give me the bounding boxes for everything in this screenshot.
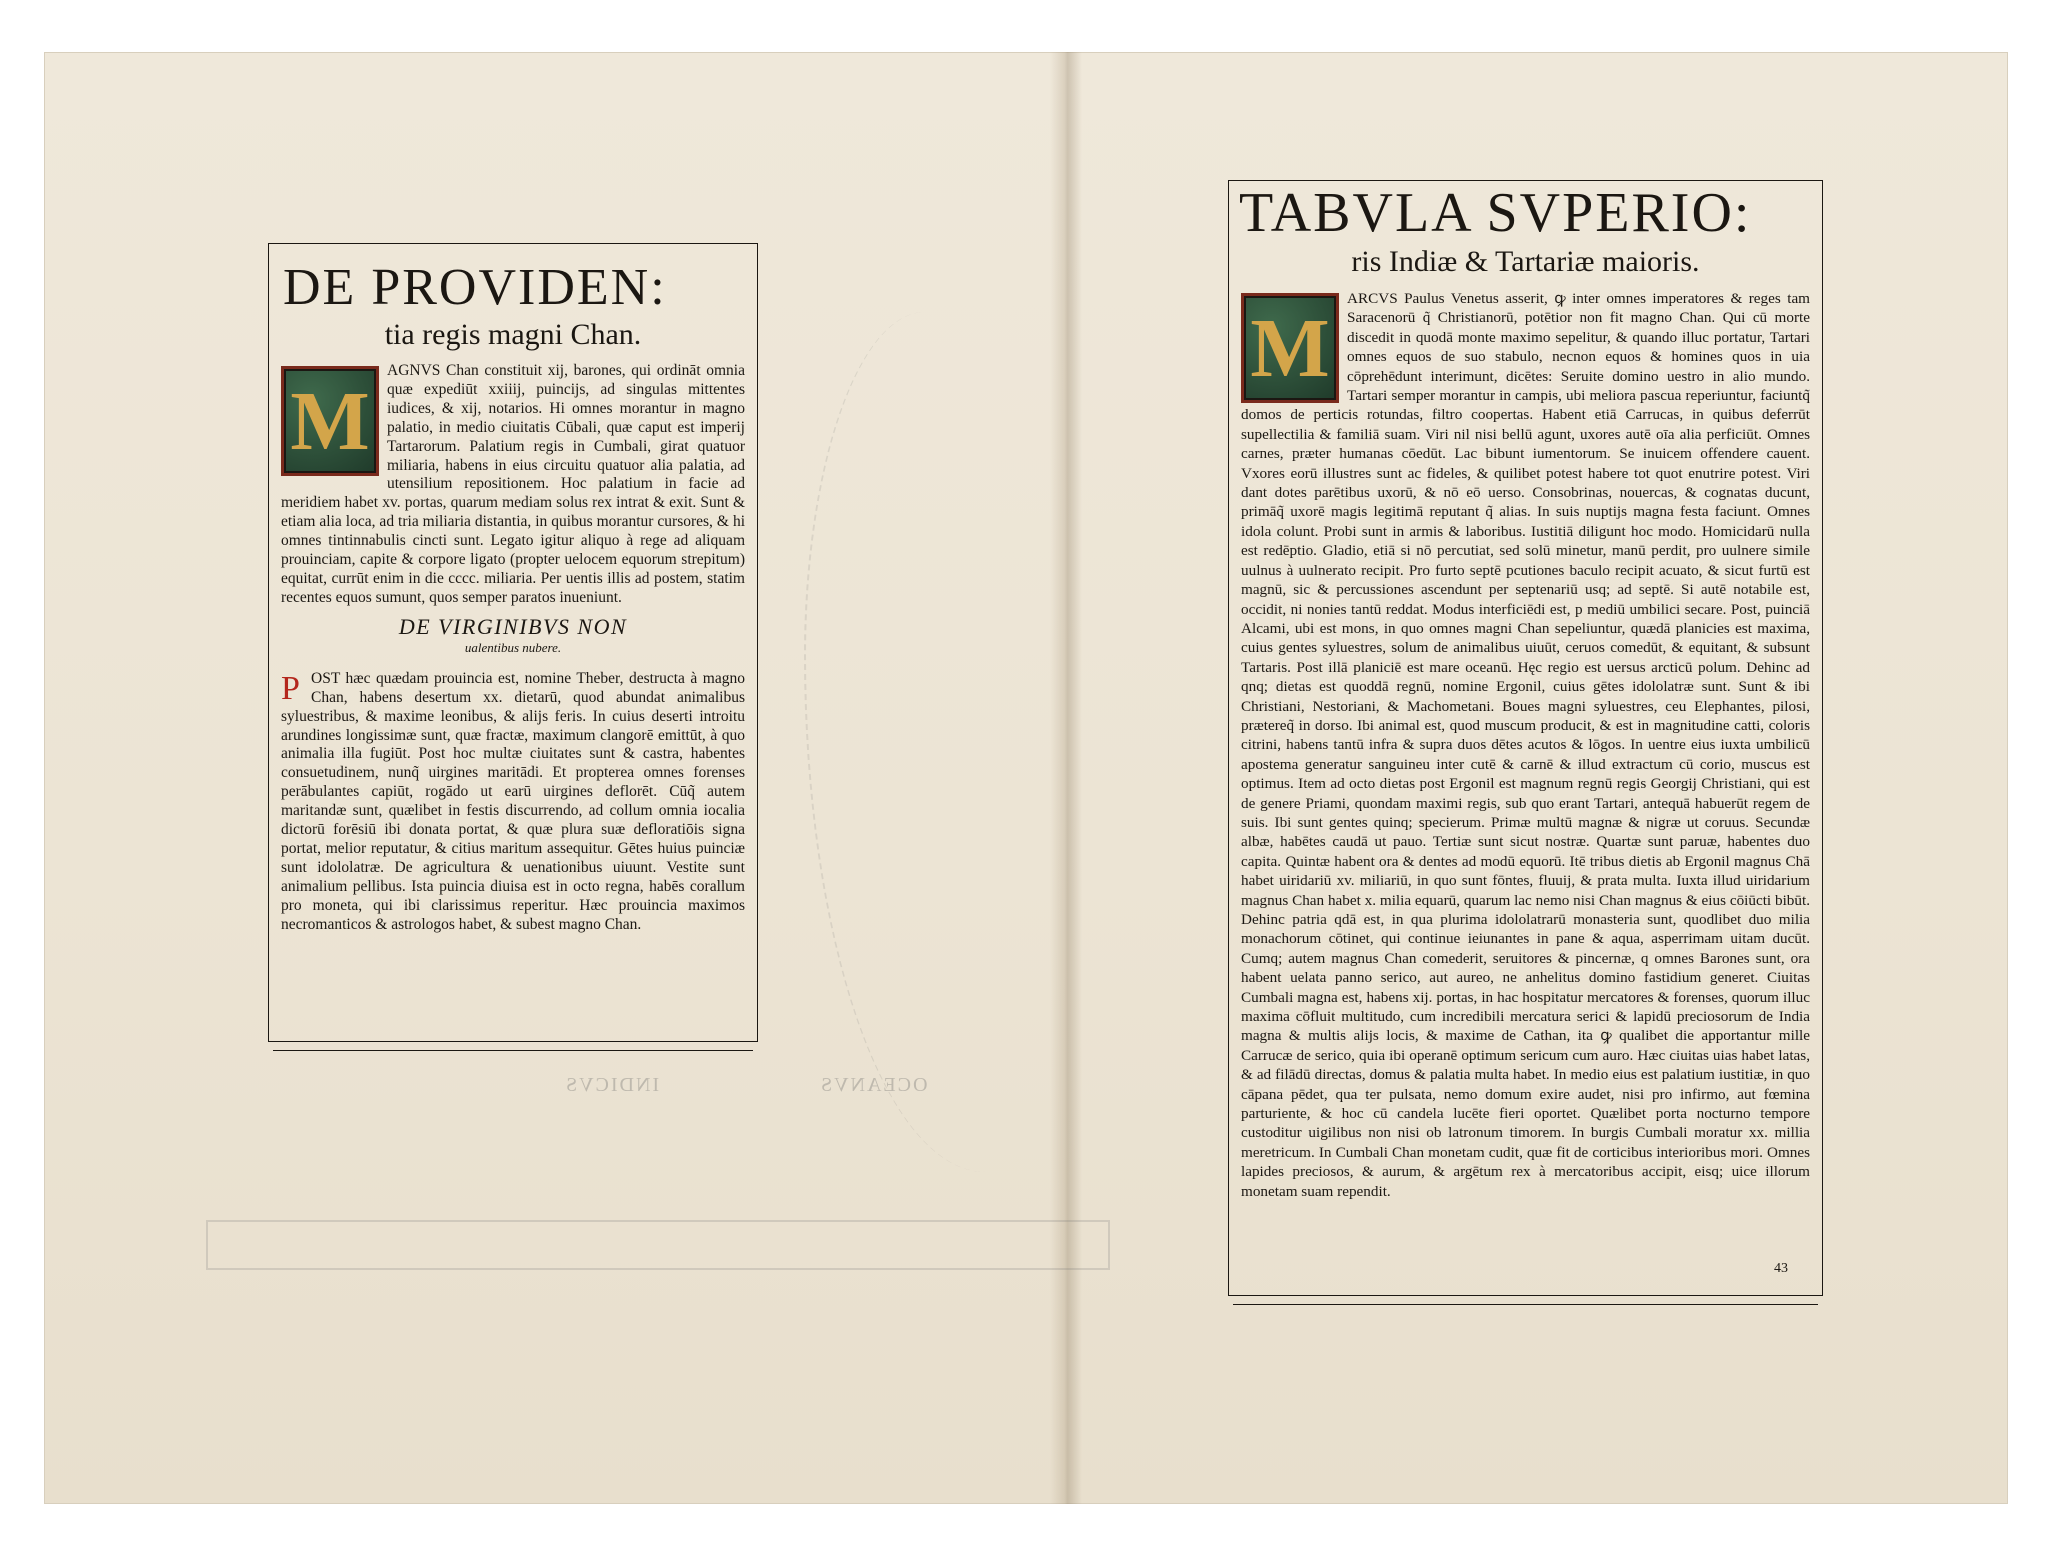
decorated-initial-m-right: M: [1241, 293, 1339, 403]
right-title-line1: TABVLA SVPERIO:: [1239, 182, 1752, 244]
left-subhead: DE VIRGINIBVS NON: [398, 613, 628, 639]
left-text-panel: [268, 243, 758, 1042]
left-title-line1: DE PROVIDEN:: [283, 259, 667, 316]
show-through-oceanus: OCEANVS: [819, 1074, 928, 1096]
right-title-line2: ris Indiæ & Tartariæ maioris.: [1351, 245, 1700, 278]
page-number: 43: [1774, 1261, 1788, 1276]
show-through-map-coast: [804, 312, 1106, 1172]
right-body: [1241, 289, 1810, 1201]
left-title-line2: tia regis magni Chan.: [384, 318, 642, 351]
initial-p: P: [281, 669, 300, 707]
right-text-panel: [1228, 180, 1823, 1296]
show-through-indicus: INDICVS: [564, 1074, 660, 1096]
left-paragraph-1: AGNVS Chan constituit xij, barones, qui ordināt omnia quæ expediūt xxiiij, puincijs, ad singulas mittentes iudices, & xij, notarios. Hi omnes morantur in magno palatio, in medio ciuitatis Cūbali, quæ caput est imperij Tartarorum. Palatium regis in Cumbali, girat quatuor miliaria, habens in eius circuitu quatuor alia palatia, ad utensilium repositionem. Hoc palatium in facie ad meridiem habet xv. portas, quarum mediam solus rex intrat & exit. Sunt & etiam alia loca, ad tria miliaria distantia, in quibus morantur cursores, & hi omnes tintinnabulis cincti sunt. Legato igitur aliquo à rege ad aliquam prouinciam, capite & corpore ligato (propter uelocem equorum strepitum) equitat, currūt enim in die cccc. miliaria. Per uentis illis ad postem, statim recentes equos sumunt, quos semper paratos inueniunt.: [281, 362, 745, 606]
left-subhead-line2: ualentibus nubere.: [464, 639, 562, 655]
right-paragraph: ARCVS Paulus Venetus asserit, ꝙ inter omnes imperatores & reges tam Saracenorū q̃ Christianorū, potētior non fit magno Chan. Qui cū morte discedit in quodā monte maximo sepelitur, & quando illuc portatur, Tartari omnes equos de suo stabulo, necnon equos & homines quos in uia cōprehēdunt interimunt, dicētes: Seruite domino uestro in alio mundo. Tartari semper morantur in campis, ubi meliora pascua reperiuntur, faciuntq̃ domos de perticis rotundas, filtro coopertas. Habent etiā Carrucas, in quibus deferrūt supellectilia & familiā suam. Viri nil nisi bellū agunt, uxores autē oīa alia perficiūt. Omnes carnes, præter humanas cōedūt. Lac bibunt iumentorum. Se inuicem offendere cauent. Vxores eorū illustres sunt ac fideles, & quilibet potest habere tot quot enutrire potest. Viri dant dotes parētibus uxorū, & nō eō uerso. Consobrinas, nouercas, & cognatas ducunt, primāq̃ uxorē magis legitimā reputant q̃ alias. In suis nuptijs magna festa faciunt. Omnes idola colunt. Probi sunt in armis & laboribus. Iustitiā diligunt hoc modo. Homicidarū nulla est redēptio. Gladio, etiā si nō percutiat, sed solū minetur, manū perdit, pro uulnere simile uulnus à uulnerato recipit. Pro furto septē pcutiones baculo recipit acuato, & sicut furtū est magnū, sic & percussiones ascendunt per septenariū usq; ad septē. Si autē notabile est, occidit, ni nonies tantū reddat. Modus interficiēdi est, p mediū umbilici secare. Post, puinciā Alcami, ubi est mons, in quo omnes magni Chan sepeliuntur, quædā planicies est maxima, cuius gentes syluestres, solum de animalibus uiuūt, ceruos comedūt, & equitant, & subsunt Tartaris. Post illā planiciē est mare oceanū. Hęc regio est uersus arcticū polum. Dehinc ad qnq; dietas est quoddā regnū, nomine Ergonil, cuius gētes idololatræ sunt. Sunt & ibi Christiani, Nestoriani, & Machometani. Boues magni syluestres, ceu Elephantes, pilosi, prætereq̃ in dorso. Ibi animal est, quod muscum producit, & est in magnitudine catti, coloris citrini, habens tantū infra & supra duos dētes acutos & lōgos. In uentre eius iuxta umbilicū apostema generatur sanguineu inter cutē & carnē & illud extractum cū corio, muscus est optimus. Item ad octo dietas post Ergonil est magnum regnū regis Georgij Christiani, qui est de genere Priami, quondam maximi regis, sub quo erant Tartari, antequā habuerūt regem de suis. Ibi sunt gentes quinq; specierum. Primæ multū magnæ & nigræ ut coruus. Secundæ albæ, habētes caudā ut pauo. Tertiæ sunt sicut nostræ. Quartæ sunt paruæ, habentes duo capita. Quintæ habent ora & dentes ad modū equorū. Itē tribus dietis ab Ergonil magnus Chā habet uiridariū xv. miliariū, in quo sunt fōntes, fluuij, & prata multa. Iuxta illud uiridarium magnus Chan habet x. milia equarū, quarum lac nemo nisi Chan magnus & eius cōiūcti bibūt. Dehinc patria qdā est, in qua plurima idololatrarū monasteria sunt, quodlibet duo milia monachorum cōtinet, qui continue ieiunantes in pane & aqua, asperrimam uitam ducūt. Cumq; autem magnus Chan comederit, seruitores & pincernæ, q omnes Barones sunt, ora habent uelata panno serico, aut aureo, ne anhelitus domino fastidium generet. Ciuitas Cumbali magna est, habens xij. portas, in hac hospitatur mercatores & forenses, quorum illuc maxima cōfluit multitudo, cum incredibili mercatura serici & lapidū preciosorum de India magna & multis alijs locis, & maxime de Cathan, ita ꝙ qualibet die apportantur mille Carrucæ de serico, quia ibi operanē optimum sericum cum auro. Hæc ciuitas uias habet latas, & ad filādū directas, domus & palatia multa habet. In medio eius est palatium iustitiæ, in quo cāpana pēdet, qua ter pulsata, nemo domum exire audet, nisi pro infirmo, aut fœmina parturiente, & hoc cū candela lucēte fieri oportet. Quælibet porta nocturno tempore custoditur uigilibus non nisi ob latronum timorem. In burgis Cumbali moratur xx. millia meretricum. In Cumbali Chan monetam cudit, quæ fit de corticibus interioribus mori. Omnes lapides preciosos, & aurum, & argētum rex à mercatoribus accipit, eisq; uice illorum monetam suam rependit.: [1241, 290, 1810, 1200]
left-paragraph-2: OST hæc quædam prouincia est, nomine Theber, destructa à magno Chan, habens desertum xx. dietarū, quod abundat animalibus syluestribus, & maxime leonibus, & alijs feris. In cuius deserti introitu arundines longissimæ sunt, quæ fractæ, maximum clangorē emittūt, à quo animalia illa fugiūt. Post hoc multæ ciuitates sunt & castra, habentes consuetudinem, nunq̃ uirgines maritādi. Et propterea omnes forenses perābulantes capiūt, rogādo ut earū uirgines deflorēt. Cūq̃ autem maritandæ sunt, quælibet in festis discurrendo, ad collum omnia iocalia dictorū forēsiū ibi donata portat, & quæ plura suæ defloratiōis signa portat, melior reputatur, & citius maritum assequitur. Gētes huius puinciæ sunt idololatræ. De agricultura & uenationibus uiuunt. Vestite sunt animalium pellibus. Ista puincia diuisa est in octo regna, habēs corallum pro moneta, qui ibi clarissimus reperitur. Hæc prouincia maximos necromanticos & astrologos habet, & subest magno Chan.: [281, 669, 745, 933]
decorated-initial-m: M: [281, 366, 379, 476]
show-through-map-border: [206, 1220, 1110, 1270]
left-body: [281, 362, 745, 934]
